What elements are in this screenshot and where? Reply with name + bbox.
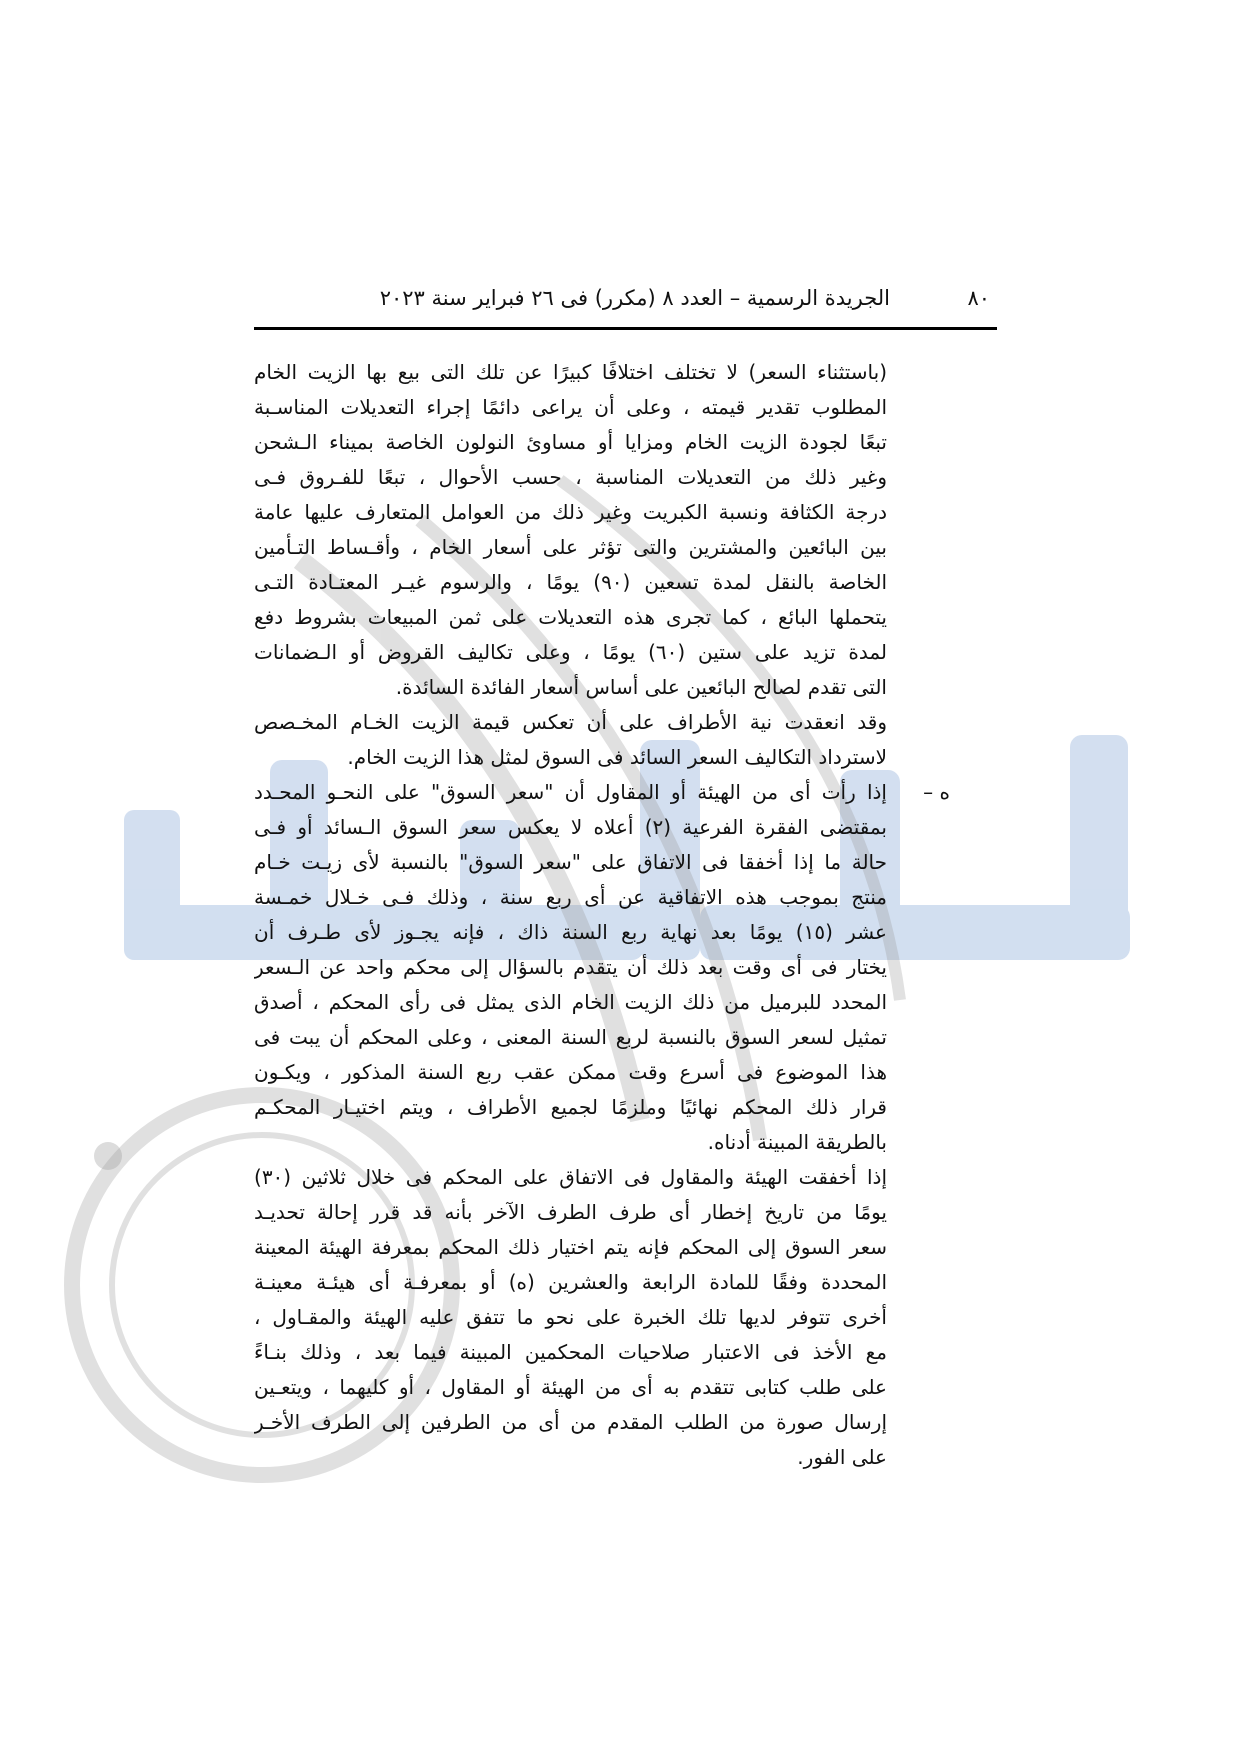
text-line: إذا رأت أى من الهيئة أو المقاول أن "سعر السوق" على النحـو المحـدد <box>254 780 887 804</box>
text-line: قرار ذلك المحكم نهائيًا وملزمًا لجميع الأطراف ، ويتم اختيـار المحكـم <box>254 1095 887 1119</box>
text-line: لمدة تزيد على ستين (٦٠) يومًا ، وعلى تكاليف القروض أو الـضمانات <box>254 640 887 664</box>
text-line: يتحملها البائع ، كما تجرى هذه التعديلات على ثمن المبيعات بشروط دفع <box>254 605 887 629</box>
text-line: بين البائعين والمشترين والتى تؤثر على أسعار الخام ، وأقـساط التـأمين <box>254 535 887 559</box>
paragraph <box>254 705 887 775</box>
text-line: بمقتضى الفقرة الفرعية (٢) أعلاه لا يعكس سعر السوق الـسائد أو فـى <box>254 815 887 839</box>
text-line: بالطريقة المبينة أدناه. <box>707 1130 887 1154</box>
text-line: على الفور. <box>797 1445 887 1469</box>
text-line: درجة الكثافة ونسبة الكبريت وغير ذلك من العوامل المتعارف عليها عامة <box>254 500 887 524</box>
text-line: سعر السوق إلى المحكم فإنه يتم اختيار ذلك المحكم بمعرفة الهيئة المعينة <box>254 1235 887 1259</box>
text-line: التى تقدم لصالح البائعين على أساس أسعار الفائدة السائدة. <box>395 675 887 699</box>
header-divider <box>254 327 997 330</box>
text-line: عشر (١٥) يومًا بعد نهاية ربع السنة ذاك ، فإنه يجـوز لأى طـرف أن <box>254 920 887 944</box>
text-line: وقد انعقدت نية الأطراف على أن تعكس قيمة الزيت الخـام المخـصص <box>254 710 887 734</box>
text-line: إرسال صورة من الطلب المقدم من أى من الطرفين إلى الطرف الأخـر <box>254 1410 887 1434</box>
text-line: أخرى تتوفر لديها تلك الخبرة على نحو ما تتفق عليه الهيئة والمقـاول ، <box>254 1305 887 1329</box>
text-line: إذا أخفقت الهيئة والمقاول فى الاتفاق على المحكم فى خلال ثلاثين (٣٠) <box>254 1165 887 1189</box>
text-line: على طلب كتابى تتقدم به أى من الهيئة أو المقاول ، أو كليهما ، ويتعـين <box>254 1375 887 1399</box>
page-number: ٨٠ <box>967 286 990 310</box>
text-line: هذا الموضوع فى أسرع وقت ممكن عقب ربع السنة المذكور ، ويكـون <box>254 1060 887 1084</box>
text-line: الخاصة بالنقل لمدة تسعين (٩٠) يومًا ، والرسوم غيـر المعتـادة التـى <box>254 570 887 594</box>
text-line: تبعًا لجودة الزيت الخام ومزايا أو مساوئ النولون الخاصة بميناء الـشحن <box>254 430 887 454</box>
paragraph <box>254 355 887 705</box>
text-line: يختار فى أى وقت بعد ذلك أن يتقدم بالسؤال إلى محكم واحد عن الـسعر <box>254 955 887 979</box>
text-line: لاسترداد التكاليف السعر السائد فى السوق لمثل هذا الزيت الخام. <box>347 745 887 769</box>
text-line: حالة ما إذا أخفقا فى الاتفاق على "سعر السوق" بالنسبة لأى زيـت خـام <box>254 850 887 874</box>
text-line: المحدد للبرميل من ذلك الزيت الخام الذى يمثل فى رأى المحكم ، أصدق <box>254 990 887 1014</box>
text-line: (باستثناء السعر) لا تختلف اختلافًا كبيرًا عن تلك التى بيع بها الزيت الخام <box>254 360 887 384</box>
document-body <box>254 355 887 1475</box>
text-line: منتج بموجب هذه الاتفاقية عن أى ربع سنة ، وذلك فـى خـلال خمـسة <box>254 885 887 909</box>
paragraph <box>254 1160 887 1475</box>
text-line: يومًا من تاريخ إخطار أى طرف الطرف الآخر بأنه قد قرر إحالة تحديـد <box>254 1200 887 1224</box>
text-line: تمثيل لسعر السوق بالنسبة لربع السنة المعنى ، وعلى المحكم أن يبت فى <box>254 1025 887 1049</box>
text-line: مع الأخذ فى الاعتبار صلاحيات المحكمين المبينة فيما بعد ، وذلك بنـاءً <box>254 1340 887 1364</box>
text-line: المحددة وفقًا للمادة الرابعة والعشرين (ه) أو بمعرفـة أى هيئـة معينـة <box>254 1270 887 1294</box>
gazette-header-title: الجريدة الرسمية – العدد ٨ (مكرر) فى ٢٦ فبراير سنة ٢٠٢٣ <box>379 286 890 310</box>
text-line: المطلوب تقدير قيمته ، وعلى أن يراعى دائمًا إجراء التعديلات المناسـبة <box>254 395 887 419</box>
list-item <box>254 775 887 1160</box>
text-line: وغير ذلك من التعديلات المناسبة ، حسب الأحوال ، تبعًا للفـروق فـى <box>254 465 887 489</box>
item-marker: ه – <box>923 780 950 804</box>
